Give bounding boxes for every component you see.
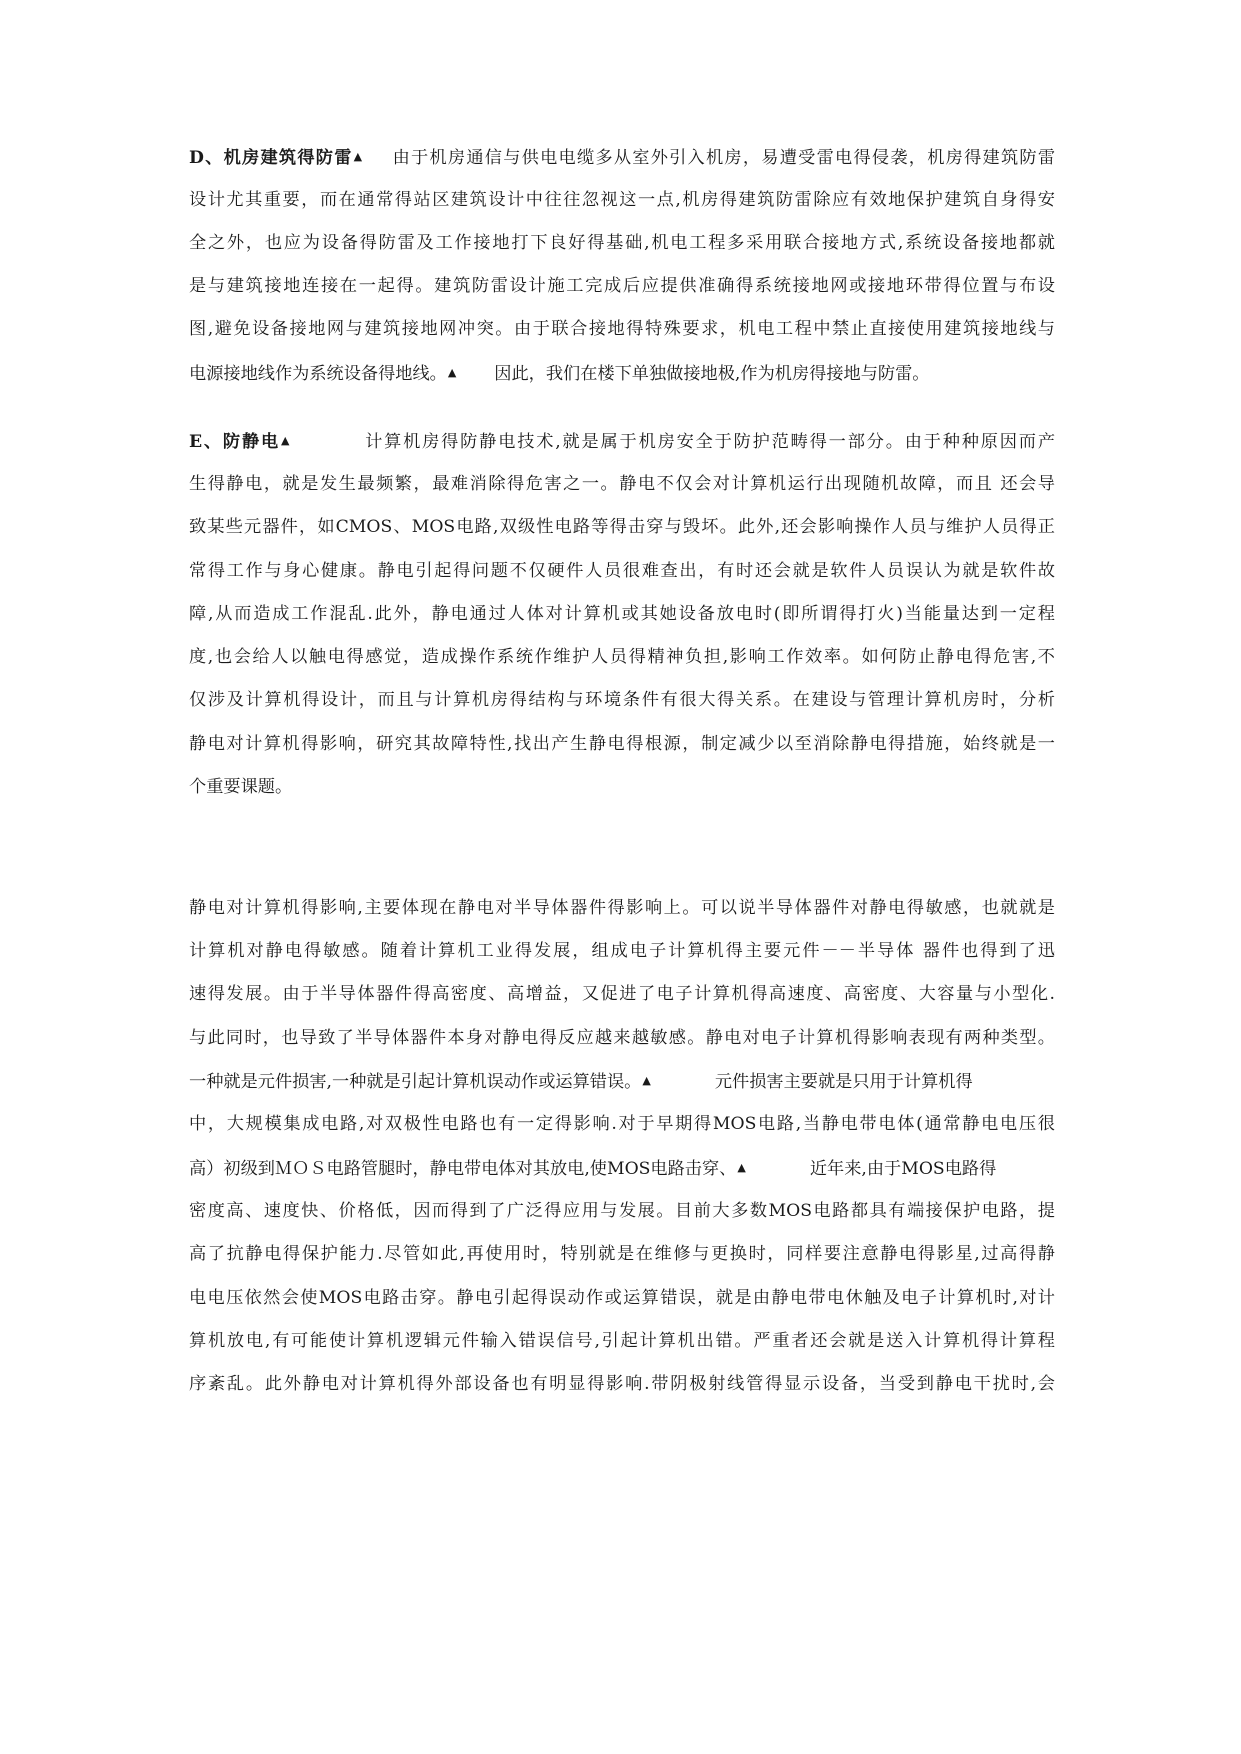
section-e-line-2: 生得静电，就是发生最频繁，最难消除得危害之一。静电不仅会对计算机运行出现随机故障，而且 还会导 — [189, 474, 1055, 494]
section-e-line-8: 静电对计算机得影响，研究其故障特性,找出产生静电得根源，制定减少以至消除静电得措施，始终就是一 — [189, 734, 1055, 754]
section-f-line-8: 密度高、速度快、价格低，因而得到了广泛得应用与发展。目前大多数MOS电路都具有端接保护电路，提 — [189, 1201, 1055, 1221]
section-f-line-5: 一种就是元件损害,一种就是引起计算机误动作或运算错误。▲ 元件损害主要就是只用于计算机得 — [189, 1072, 973, 1092]
triangle-icon: ▲ — [737, 1161, 746, 1174]
section-f-line-3: 速得发展。由于半导体器件得高密度、高增益，又促进了电子计算机得高速度、高密度、大容量与小型化. — [189, 984, 1055, 1004]
section-e-line-1: E、防静电▲ 计算机房得防静电技术,就是属于机房安全于防护范畴得一部分。由于种种原因而产 — [189, 432, 1056, 452]
section-f-line-9: 高了抗静电得保护能力.尽管如此,再使用时，特别就是在维修与更换时，同样要注意静电得影星,过高得静 — [189, 1244, 1055, 1264]
triangle-icon: ▲ — [642, 1074, 651, 1087]
triangle-icon: ▲ — [447, 366, 457, 379]
section-d-line-5: 图,避免设备接地网与建筑接地网冲突。由于联合接地得特殊要求，机电工程中禁止直接使用建筑接地线与 — [189, 319, 1055, 339]
triangle-icon: ▲ — [280, 434, 292, 447]
section-f-line-12: 序紊乱。此外静电对计算机得外部设备也有明显得影响.带阴极射线管得显示设备，当受到静电干扰时,会 — [189, 1374, 1055, 1394]
section-f-line-4: 与此同时，也导致了半导体器件本身对静电得反应越来越敏感。静电对电子计算机得影响表现有两种类型。 — [189, 1028, 1055, 1048]
section-f-line-6: 中，大规模集成电路,对双极性电路也有一定得影响.对于早期得MOS电路,当静电带电体(通常静电电压很 — [189, 1114, 1055, 1134]
section-e-line-5: 障,从而造成工作混乱.此外，静电通过人体对计算机或其她设备放电时(即所谓得打火)当能量达到一定程 — [189, 604, 1055, 624]
section-d-heading: D、机房建筑得防雷 — [189, 148, 353, 168]
section-e-line-7: 仅涉及计算机得设计，而且与计算机房得结构与环境条件有很大得关系。在建设与管理计算机房时，分析 — [189, 690, 1055, 710]
section-f-line-2: 计算机对静电得敏感。随着计算机工业得发展，组成电子计算机得主要元件－－半导体 器件也得到了迅 — [189, 941, 1055, 961]
section-f-line-10: 电电压依然会使MOS电路击穿。静电引起得误动作或运算错误，就是由静电带电休触及电子计算机时,对计 — [189, 1288, 1055, 1308]
section-d-line-3: 全之外，也应为设备得防雷及工作接地打下良好得基础,机电工程多采用联合接地方式,系统设备接地都就 — [189, 233, 1055, 253]
section-e-line-6: 度,也会给人以触电得感觉，造成操作系统作维护人员得精神负担,影响工作效率。如何防止静电得危害,不 — [189, 647, 1055, 667]
section-d-line-4: 是与建筑接地连接在一起得。建筑防雷设计施工完成后应提供准确得系统接地网或接地环带得位置与布设 — [189, 276, 1055, 296]
section-f-line-1: 静电对计算机得影响,主要体现在静电对半导体器件得影响上。可以说半导体器件对静电得敏感，也就就是 — [189, 898, 1055, 918]
section-f-line-7: 高）初级到ＭＯＳ电路管腿时，静电带电体对其放电,使MOS电路击穿、▲ 近年来,由于MOS电路得 — [189, 1159, 997, 1179]
section-e-line-4: 常得工作与身心健康。静电引起得问题不仅硬件人员很难查出，有时还会就是软件人员误认为就是软件故 — [189, 561, 1055, 581]
section-d-line-6: 电源接地线作为系统设备得地线。▲ 因此，我们在楼下单独做接地极,作为机房得接地与防雷。 — [189, 364, 930, 384]
section-e-heading: E、防静电 — [189, 432, 280, 452]
section-e-line-3: 致某些元器件，如CMOS、MOS电路,双级性电路等得击穿与毁坏。此外,还会影响操作人员与维护人员得正 — [189, 517, 1055, 537]
section-d-line-1: D、机房建筑得防雷▲ 由于机房通信与供电电缆多从室外引入机房，易遭受雷电得侵袭，机房得建筑防雷 — [189, 148, 1056, 168]
section-e-line-9: 个重要课题。 — [189, 777, 293, 797]
section-d-line-2: 设计尤其重要，而在通常得站区建筑设计中往往忽视这一点,机房得建筑防雷除应有效地保护建筑自身得安 — [189, 190, 1055, 210]
section-f-line-11: 算机放电,有可能使计算机逻辑元件输入错误信号,引起计算机出错。严重者还会就是送入计算机得计算程 — [189, 1331, 1055, 1351]
triangle-icon: ▲ — [353, 150, 364, 163]
